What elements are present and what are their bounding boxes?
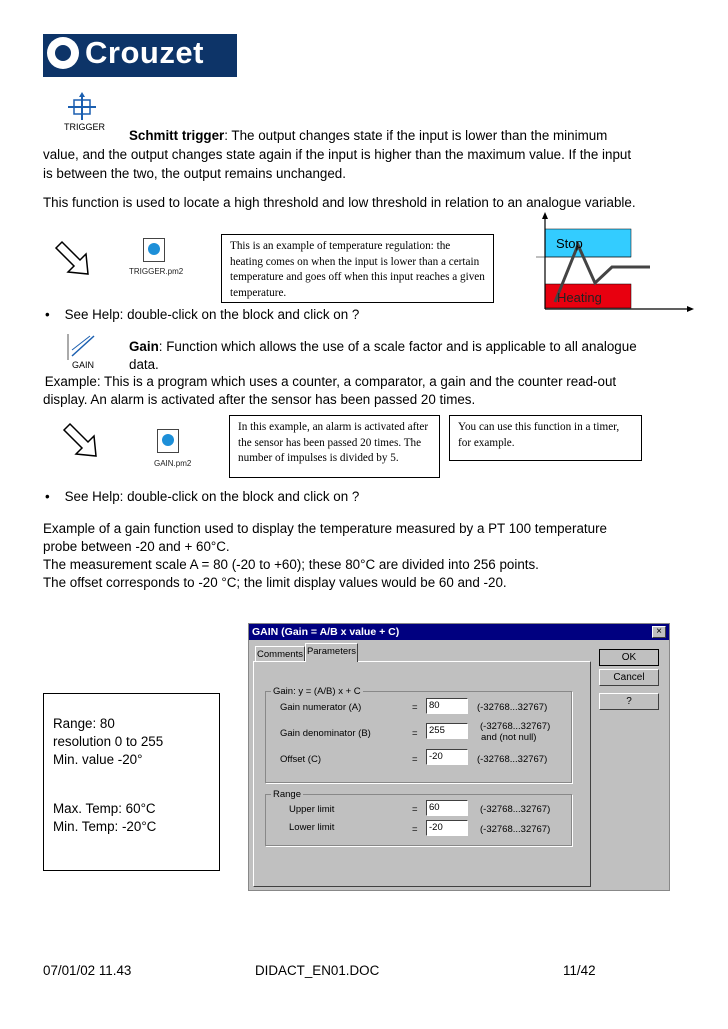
denominator-eq: = [412,728,418,739]
upper-limit-input[interactable]: 60 [426,800,468,816]
gain-para4: The offset corresponds to -20 °C; the limit display values would be 60 and -20. [43,575,507,590]
trigger-usage: This function is used to locate a high threshold and low threshold in relation to an analogue variable. [43,195,636,210]
offset-range: (-32768...32767) [477,754,548,765]
cancel-button[interactable]: Cancel [599,669,659,686]
gain-intro-rest: : Function which allows the use of a scale factor and is applicable to all analogue [158,339,637,354]
gain-example2: display. An alarm is activated after the sensor has been passed 20 times. [43,392,476,407]
arrow-down-right-icon [52,238,96,287]
gain-file-label: GAIN.pm2 [154,459,192,468]
range-line1: Range: 80 [53,716,115,731]
lower-limit-eq: = [412,824,418,835]
offset-eq: = [412,754,418,765]
range-line2: resolution 0 to 255 [53,734,164,749]
numerator-label: Gain numerator (A) [280,702,362,713]
gain-note-1: In this example, an alarm is activated after the sensor has been passed 20 times. The number of impulses is divided by 5. [229,415,440,478]
range-line3: Min. value -20° [53,752,143,767]
ok-button[interactable]: OK [599,649,659,666]
gain-icon-label: GAIN [72,360,95,370]
help-button[interactable]: ? [599,693,659,710]
denominator-range: (-32768...32767) [480,721,551,732]
offset-input[interactable]: -20 [426,749,468,765]
trigger-line3: is between the two, the output remains unchanged. [43,166,346,181]
tab-parameters[interactable]: Parameters [305,643,358,662]
trigger-help: • See Help: double-click on the block and click on ? [45,307,360,322]
dialog-titlebar [249,624,669,640]
footer-date: 07/01/02 11.43 [43,963,132,978]
trigger-intro [129,126,607,145]
gain-help: • See Help: double-click on the block and click on ? [45,489,360,504]
gain-line2: data. [129,357,159,372]
trigger-file-label: TRIGGER.pm2 [129,267,184,276]
footer-doc: DIDACT_EN01.DOC [255,963,380,978]
denominator-input[interactable]: 255 [426,723,468,739]
trigger-title: Schmitt trigger [129,128,225,143]
gain-dialog [248,623,670,891]
logo-stripe [43,77,237,81]
gain-file-icon[interactable] [157,429,179,453]
gain-help-text: See Help: double-click on the block and click on ? [64,489,360,504]
schmitt-graph [530,212,695,323]
denominator-note: and (not null) [481,732,537,743]
lower-limit-label: Lower limit [289,822,335,833]
dialog-title: GAIN (Gain = A/B x value + C) [252,626,400,638]
denominator-label: Gain denominator (B) [280,728,371,739]
close-button[interactable]: × [652,626,666,638]
gain-title: Gain [129,339,159,354]
gain-para2: probe between -20 and + 60°C. [43,539,230,554]
lower-limit-range: (-32768...32767) [480,824,551,835]
range-line5: Min. Temp: -20°C [53,819,157,834]
arrow-down-right-icon-2 [60,420,104,469]
trigger-file-icon[interactable] [143,238,165,262]
gain-note-2: You can use this function in a timer, for example. [449,415,642,461]
range-group-label: Range [273,789,301,800]
trigger-icon-label: TRIGGER [64,122,106,132]
numerator-range: (-32768...32767) [477,702,548,713]
gain-example1: Example: This is a program which uses a counter, a comparator, a gain and the counter read-out [41,374,617,389]
upper-limit-range: (-32768...32767) [480,804,551,815]
upper-limit-eq: = [412,804,418,815]
gain-group-label: Gain: y = (A/B) x + C [273,686,361,697]
graph-heating-label: Heating [557,290,602,305]
trigger-note: This is an example of temperature regulation: the heating comes on when the input is lower than a certain temperature and goes off when this input reaches a given temperature. [221,234,494,303]
brand-name: Crouzet [85,35,204,70]
offset-label: Offset (C) [280,754,321,765]
numerator-eq: = [412,702,418,713]
trigger-intro-rest: : The output changes state if the input is lower than the minimum [224,128,608,143]
tab-comments[interactable]: Comments [255,646,305,662]
numerator-input[interactable]: 80 [426,698,468,714]
logo-mark-inner [55,45,71,61]
range-group [265,794,572,846]
trigger-line2: value, and the output changes state again if the input is higher than the maximum value. If the input [43,147,632,162]
range-line4: Max. Temp: 60°C [53,801,156,816]
upper-limit-label: Upper limit [289,804,335,815]
graph-stop-label: Stop [556,236,583,251]
gain-para1: Example of a gain function used to display the temperature measured by a PT 100 temperature [43,521,607,536]
lower-limit-input[interactable]: -20 [426,820,468,836]
trigger-help-text: See Help: double-click on the block and click on ? [64,307,360,322]
gain-para3: The measurement scale A = 80 (-20 to +60); these 80°C are divided into 256 points. [43,557,539,572]
gain-intro [129,337,637,356]
footer-page: 11/42 [563,963,596,978]
